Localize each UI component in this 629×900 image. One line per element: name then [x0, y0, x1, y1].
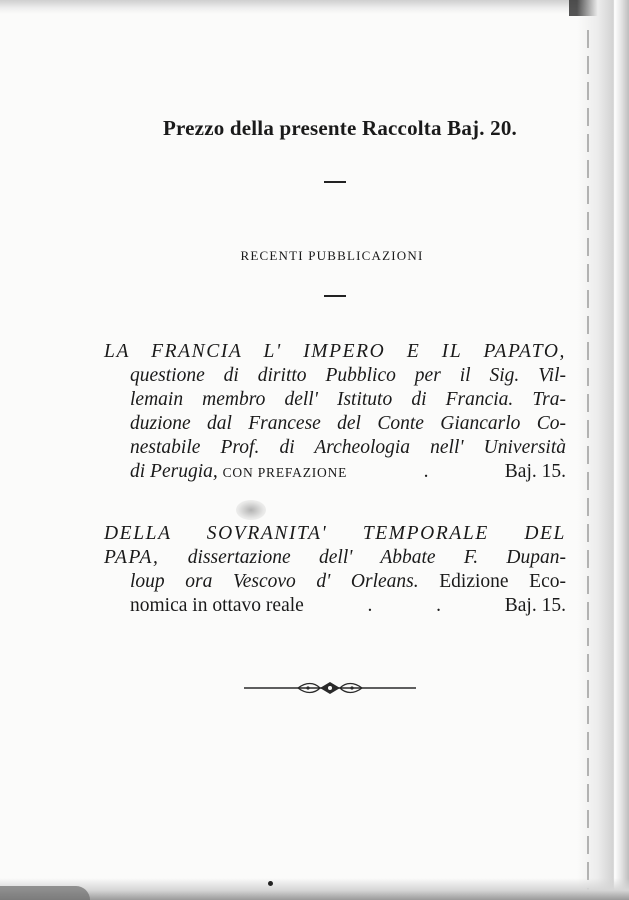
- description-line: lemain membro dell' Istituto di Francia. Tra-: [130, 389, 566, 410]
- description-line: nestabile Prof. di Archeologia nell' Università: [130, 437, 566, 458]
- ink-dot: [268, 881, 273, 886]
- publication-title: LA FRANCIA L' IMPERO E IL PAPATO,: [104, 341, 566, 362]
- publication-price: Baj. 15.: [504, 461, 566, 482]
- preface-note: CON PREFAZIONE: [222, 465, 348, 480]
- description-line: [104, 546, 566, 570]
- publication-description: [104, 364, 566, 485]
- scan-edge-bottom: [0, 878, 629, 900]
- description-line: duzione dal Francese del Conte Giancarlo Co-: [130, 413, 566, 434]
- leader-dot: .: [367, 595, 373, 616]
- leader-dot: .: [436, 595, 442, 616]
- ink-blot: [236, 500, 266, 520]
- description-text: dissertazione dell' Abbate F. Dupan-: [187, 547, 567, 568]
- publication-title: DELLA SOVRANITA' TEMPORALE DEL: [104, 523, 566, 544]
- description-line: questione di diritto Pubblico per il Sig. Vil-: [130, 365, 566, 386]
- divider-dash: [324, 181, 346, 183]
- divider-dash: [324, 295, 346, 297]
- scan-shadow-bottom-left: [0, 886, 90, 900]
- description-text: loup ora Vescovo d' Orleans.: [130, 571, 419, 592]
- section-heading: RECENTI PUBBLICAZIONI: [240, 248, 424, 263]
- page-fold-line: [587, 30, 589, 890]
- publication-entry: [104, 522, 566, 618]
- edition-note: Edizione Eco-: [439, 571, 566, 592]
- description-place: di Perugia,: [130, 461, 218, 482]
- description-last-line: [130, 460, 566, 485]
- publication-price: Baj. 15.: [504, 595, 566, 616]
- description-line: [130, 570, 566, 594]
- description-last-line: [130, 594, 566, 618]
- scan-edge-top: [0, 0, 629, 14]
- edition-note: nomica in ottavo reale: [130, 595, 304, 616]
- publication-entry: [104, 340, 566, 485]
- publication-description: [104, 570, 566, 618]
- price-line: Prezzo della presente Raccolta Baj. 20.: [162, 116, 517, 140]
- publication-title-continued: PAPA,: [104, 547, 160, 568]
- leader-dot: .: [423, 461, 429, 482]
- ornament-divider: [244, 680, 416, 696]
